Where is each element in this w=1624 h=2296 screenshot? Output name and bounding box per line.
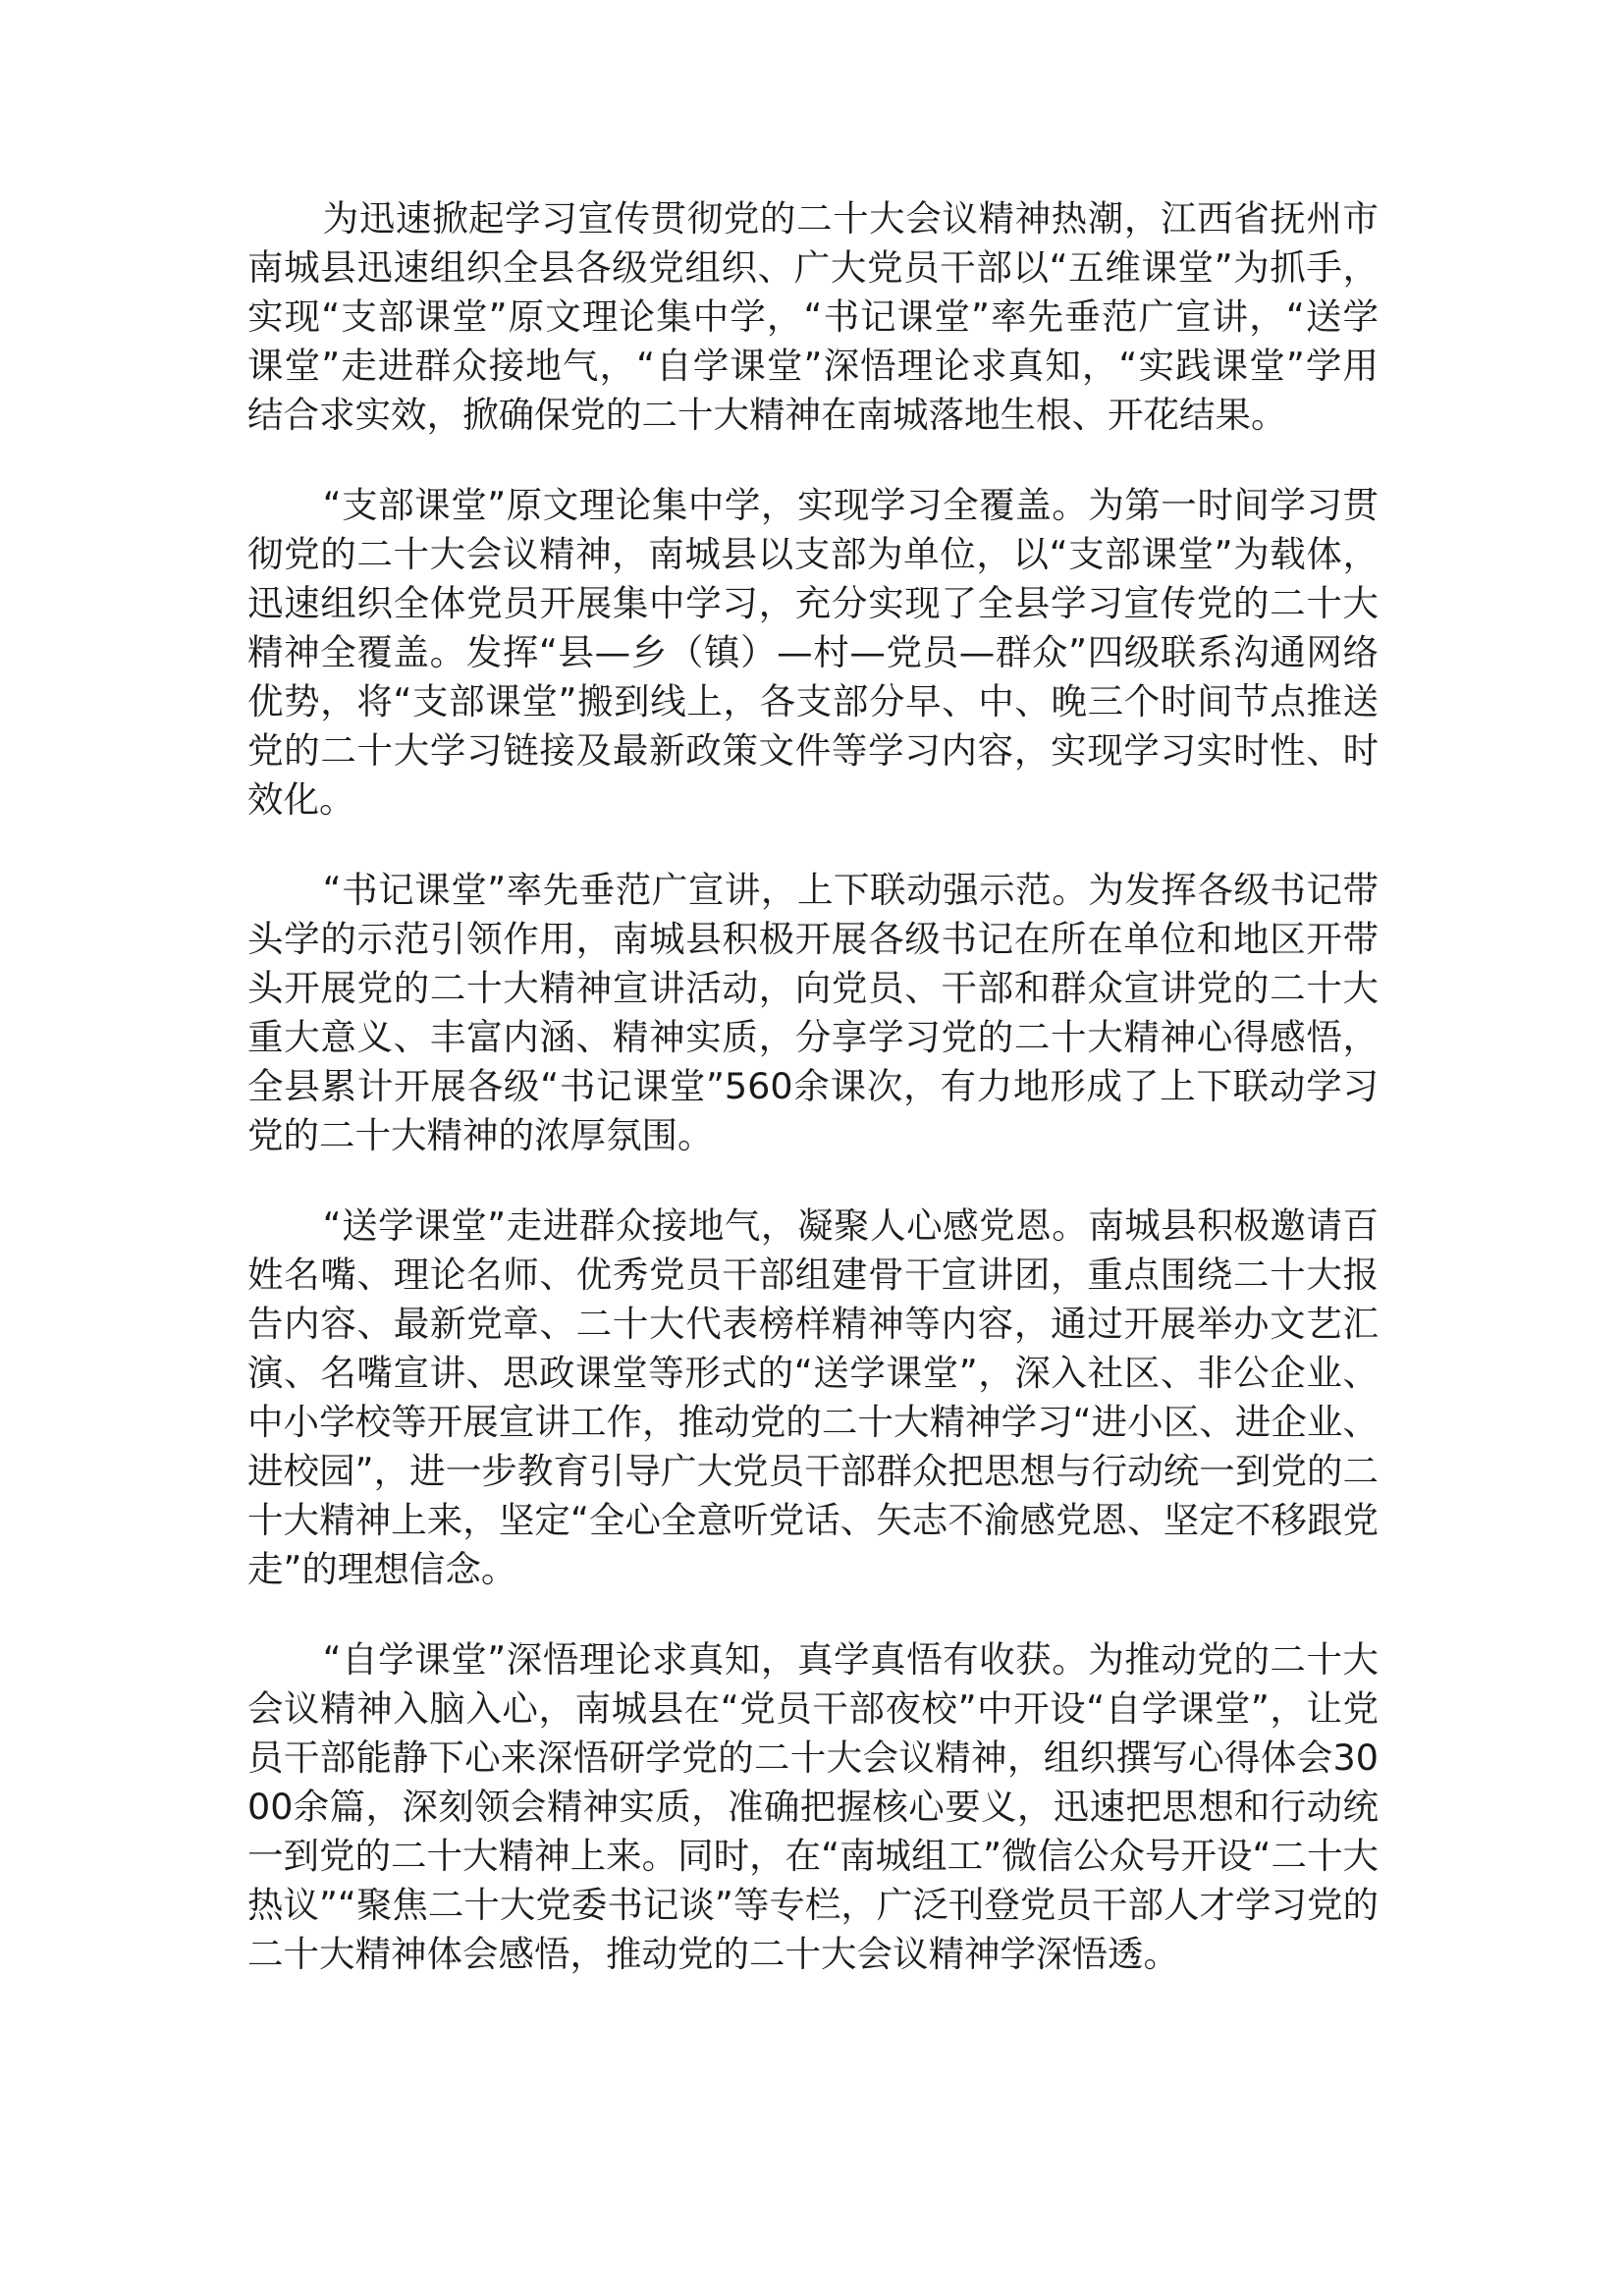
paragraph-secretary-classroom: “书记课堂”率先垂范广宣讲，上下联动强示范。为发挥各级书记带头学的示范引领作用，南城县积极开展各级书记在所在单位和地区开带头开展党的二十大精神宣讲活动，向党员、干部和群众宣讲党的二十大重大意义、丰富内涵、精神实质，分享学习党的二十大精神心得感悟，全县累计开展各级“书记课堂”560余课次，有力地形成了上下联动学习党的二十大精神的浓厚氛围。 (247, 869, 1379, 1156)
paragraph-intro: 为迅速掀起学习宣传贯彻党的二十大会议精神热潮，江西省抚州市南城县迅速组织全县各级党组织、广大党员干部以“五维课堂”为抓手，实现“支部课堂”原文理论集中学，“书记课堂”率先垂范广宣讲，“送学课堂”走进群众接地气，“自学课堂”深悟理论求真知，“实践课堂”学用结合求实效，掀确保党的二十大精神在南城落地生根、开花结果。 (247, 197, 1379, 436)
document-body (247, 194, 1379, 1979)
paragraph-outreach-classroom: “送学课堂”走进群众接地气，凝聚人心感党恩。南城县积极邀请百姓名嘴、理论名师、优秀党员干部组建骨干宣讲团，重点围绕二十大报告内容、最新党章、二十大代表榜样精神等内容，通过开展举办文艺汇演、名嘴宣讲、思政课堂等形式的“送学课堂”，深入社区、非公企业、中小学校等开展宣讲工作，推动党的二十大精神学习“进小区、进企业、进校园”，进一步教育引导广大党员干部群众把思想与行动统一到党的二十大精神上来，坚定“全心全意听党话、矢志不渝感党恩、坚定不移跟党走”的理想信念。 (247, 1204, 1379, 1590)
paragraph-branch-classroom: “支部课堂”原文理论集中学，实现学习全覆盖。为第一时间学习贯彻党的二十大会议精神，南城县以支部为单位，以“支部课堂”为载体，迅速组织全体党员开展集中学习，充分实现了全县学习宣传党的二十大精神全覆盖。发挥“县—乡（镇）—村—党员—群众”四级联系沟通网络优势，将“支部课堂”搬到线上，各支部分早、中、晚三个时间节点推送党的二十大学习链接及最新政策文件等学习内容，实现学习实时性、时效化。 (247, 484, 1379, 821)
paragraph-self-study-classroom: “自学课堂”深悟理论求真知，真学真悟有收获。为推动党的二十大会议精神入脑入心，南城县在“党员干部夜校”中开设“自学课堂”，让党员干部能静下心来深悟研学党的二十大会议精神，组织撰写心得体会3000余篇，深刻领会精神实质，准确把握核心要义，迅速把思想和行动统一到党的二十大精神上来。同时，在“南城组工”微信公众号开设“二十大热议”“聚焦二十大党委书记谈”等专栏，广泛刊登党员干部人才学习党的二十大精神体会感悟，推动党的二十大会议精神学深悟透。 (247, 1638, 1379, 1975)
